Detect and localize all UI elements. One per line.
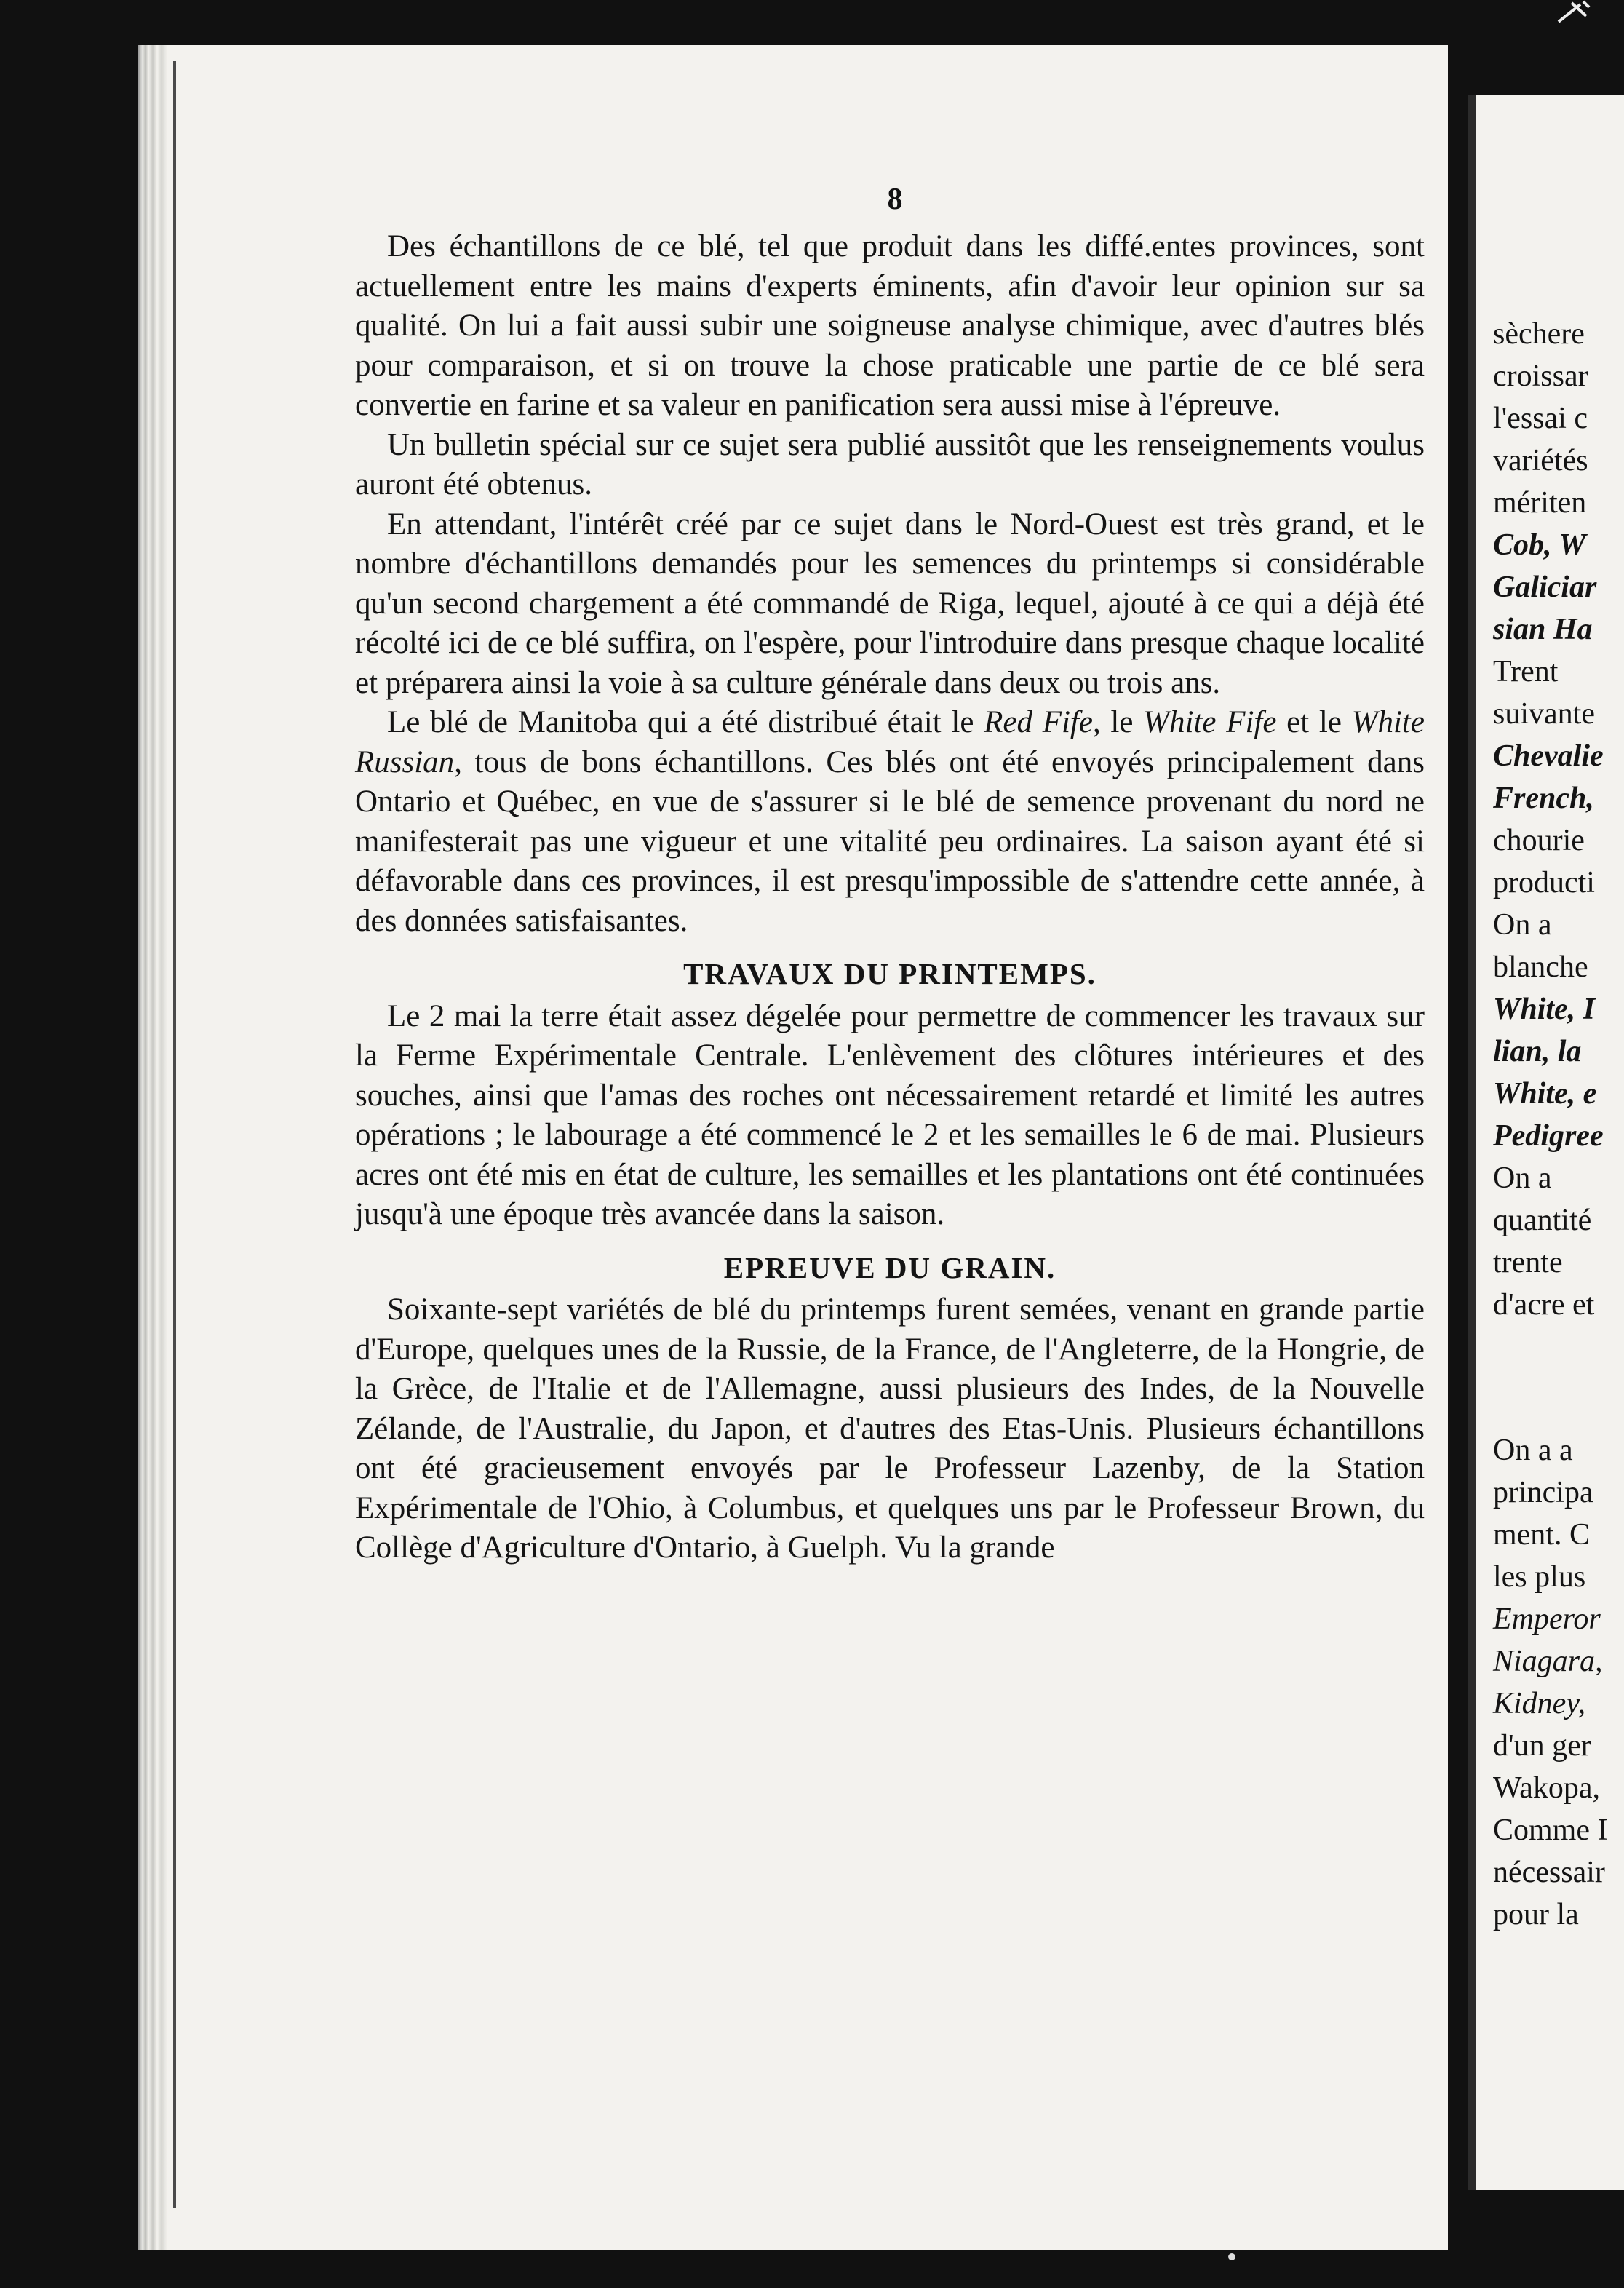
right-page-line: trente <box>1493 1246 1563 1279</box>
section-heading-grain: EPREUVE DU GRAIN. <box>723 1250 1056 1284</box>
right-page-line: quantité <box>1493 1204 1592 1237</box>
right-page-line: producti <box>1493 866 1595 899</box>
right-page-line: mériten <box>1493 486 1587 520</box>
right-page-line: blanche <box>1493 950 1588 984</box>
right-page-line: sèchere <box>1493 317 1585 351</box>
scan-mark-icon <box>1551 0 1595 25</box>
right-page-line: Pedigree <box>1493 1119 1604 1153</box>
right-page-line: White, e <box>1493 1077 1597 1111</box>
right-page-line: lian, la <box>1493 1035 1582 1068</box>
page-number: 8 <box>887 183 903 216</box>
right-page-line: principa <box>1493 1476 1593 1509</box>
right-page-line: White, I <box>1493 993 1596 1026</box>
paragraph-manitoba <box>355 703 1425 941</box>
right-page-line: French, <box>1493 782 1594 815</box>
variety-white-fife: White Fife <box>1143 705 1277 739</box>
page-edge-strip <box>138 45 173 2250</box>
right-page-line: Trent <box>1493 655 1559 688</box>
right-page-line: On a a <box>1493 1434 1573 1467</box>
variety-white-russian: White Russian <box>355 705 1425 779</box>
right-page-line: croissar <box>1493 360 1588 393</box>
paragraph: Le 2 mai la terre était assez dégelée pour permettre de commencer les travaux sur la Ferme Expérimentale Centrale. L'enlèvement des clôtures intérieures et des souches, ainsi que l'amas des roches ont nécessairement retardé et limité les autres opérations ; le labourage a été commencé le 2 et les semailles le 6 de mai. Plusieurs acres ont été mis en état de culture, les semailles et les plantations ont été continuées jusqu'à une époque très avancée dans la saison. <box>355 998 1425 1231</box>
paragraph: Des échantillons de ce blé, tel que produit dans les diffé.entes provinces, sont actuellement entre les mains d'experts éminents, afin d'avoir leur opinion sur sa qualité. On lui a fait aussi subir une soigneuse analyse chimique, avec d'autres blés pour comparaison, et si on trouve la chose praticable une partie de ce blé sera convertie en farine et sa valeur en panification sera aussi mise à l'épreuve. <box>355 229 1425 422</box>
right-page-line: suivante <box>1493 697 1595 731</box>
paragraph: Un bulletin spécial sur ce sujet sera publié aussitôt que les renseignements voulus auront été obtenus. <box>355 427 1425 501</box>
text-run: , tous de bons échantillons. Ces blés ont été envoyés principalement dans Ontario et Québec, en vue de s'assurer si le blé de semence provenant du nord ne manifesterait pas une vigueur et une vitalité peu ordinaires. La saison ayant été si défavorable dans ces provinces, il est presqu'impossible de s'attendre cette année, à des données satisfaisantes. <box>355 744 1425 938</box>
section-heading-spring: TRAVAUX DU PRINTEMPS. <box>683 957 1096 990</box>
right-page-line: Chevalie <box>1493 739 1604 773</box>
variety-red-fife: Red Fife <box>984 705 1093 739</box>
paragraph: Soixante-sept variétés de blé du printemps furent semées, venant en grande partie d'Europe, quelques unes de la Russie, de la France, de l'Angleterre, de la Hongrie, de la Grèce, de l'Italie et de l'Allemagne, aussi plusieurs des Indes, de la Nouvelle Zélande, de l'Australie, du Japon, et d'autres des Etas-Unis. Plusieurs échantillons ont été gracieusement envoyés par le Professeur Lazenby, de la Station Expérimentale de l'Ohio, à Columbus, et quelques uns par le Professeur Brown, du Collège d'Agriculture d'Ontario, à Guelph. Vu la grande <box>355 1292 1425 1565</box>
right-page-line: Galiciar <box>1493 571 1597 604</box>
page-border-line <box>173 61 176 2208</box>
text-run: Le blé de Manitoba qui a été distribué était le <box>387 705 984 739</box>
right-page-line: nécessair <box>1493 1856 1605 1889</box>
right-page-line: Wakopa, <box>1493 1771 1601 1805</box>
right-page-line: d'acre et <box>1493 1288 1595 1322</box>
right-page-line: d'un ger <box>1493 1729 1591 1763</box>
right-page-line: On a <box>1493 1161 1552 1195</box>
right-page-line: chourie <box>1493 824 1585 857</box>
right-page-line: On a <box>1493 908 1552 942</box>
right-page-line: Kidney, <box>1493 1687 1586 1720</box>
right-page-line: les plus <box>1493 1560 1586 1594</box>
page-spine <box>1468 95 1476 2190</box>
text-column <box>355 227 1425 1568</box>
right-page-line: Niagara, <box>1493 1645 1603 1678</box>
right-page <box>1468 95 1624 2190</box>
right-page-line: Cob, W <box>1493 528 1586 562</box>
text-run: et le <box>1276 705 1352 739</box>
right-page-line: sian Ha <box>1493 613 1593 646</box>
right-page-line: pour la <box>1493 1898 1579 1931</box>
right-page-gap <box>1493 1326 1624 1429</box>
right-page-text <box>1493 313 1624 1936</box>
paragraph: En attendant, l'intérêt créé par ce sujet dans le Nord-Ouest est très grand, et le nombre d'échantillons demandés pour les semences du printemps si considérable qu'un second chargement a été commandé de Riga, lequel, ajouté à ce qui a déjà été récolté ici de ce blé suffira, on l'espère, pour l'introduire dans presque chaque localité et préparera ainsi la voie à sa culture générale dans deux ou trois ans. <box>355 507 1425 700</box>
right-page-line: variétés <box>1493 444 1588 477</box>
right-page-line: Emperor <box>1493 1602 1601 1636</box>
margin-dot <box>1228 2253 1235 2260</box>
right-page-line: Comme I <box>1493 1814 1608 1847</box>
right-page-line: ment. C <box>1493 1518 1590 1552</box>
right-page-line: l'essai c <box>1493 402 1588 435</box>
text-run: , le <box>1092 705 1144 739</box>
